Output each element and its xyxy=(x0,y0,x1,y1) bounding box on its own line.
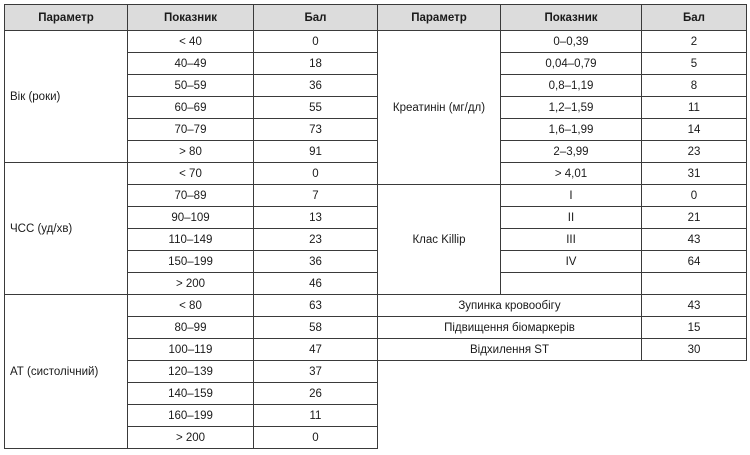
indicator-cell: 70–89 xyxy=(128,185,254,207)
indicator-cell: < 80 xyxy=(128,295,254,317)
header-indicator-right: Показник xyxy=(501,5,642,31)
indicator-cell: II xyxy=(501,207,642,229)
score-cell: 37 xyxy=(254,361,378,383)
score-cell: 0 xyxy=(254,163,378,185)
table-row xyxy=(5,163,747,185)
score-cell: 14 xyxy=(642,119,747,141)
header-param-left: Параметр xyxy=(5,5,128,31)
indicator-cell: 110–149 xyxy=(128,229,254,251)
single-param-cell: Відхилення ST xyxy=(378,339,642,361)
score-cell: 43 xyxy=(642,229,747,251)
table-row xyxy=(5,31,747,53)
indicator-cell: < 40 xyxy=(128,31,254,53)
indicator-cell: < 70 xyxy=(128,163,254,185)
score-cell: 36 xyxy=(254,75,378,97)
score-cell: 13 xyxy=(254,207,378,229)
indicator-cell: 90–109 xyxy=(128,207,254,229)
header-row xyxy=(5,5,747,31)
header-indicator-left: Показник xyxy=(128,5,254,31)
param-systolic-bp: АТ (систолічний) xyxy=(5,295,128,449)
score-cell xyxy=(642,273,747,295)
indicator-cell: 2–3,99 xyxy=(501,141,642,163)
indicator-cell: 140–159 xyxy=(128,383,254,405)
indicator-cell: 0,04–0,79 xyxy=(501,53,642,75)
score-cell: 91 xyxy=(254,141,378,163)
score-cell: 36 xyxy=(254,251,378,273)
score-cell: 55 xyxy=(254,97,378,119)
indicator-cell: 0,8–1,19 xyxy=(501,75,642,97)
grace-score-table xyxy=(4,4,747,449)
indicator-cell: 60–69 xyxy=(128,97,254,119)
indicator-cell: 80–99 xyxy=(128,317,254,339)
score-cell: 18 xyxy=(254,53,378,75)
single-param-cell: Зупинка кровообігу xyxy=(378,295,642,317)
score-cell: 26 xyxy=(254,383,378,405)
table-row xyxy=(5,295,747,317)
score-cell: 23 xyxy=(254,229,378,251)
param-age: Вік (роки) xyxy=(5,31,128,163)
indicator-cell: 160–199 xyxy=(128,405,254,427)
header-score-right: Бал xyxy=(642,5,747,31)
indicator-cell: > 80 xyxy=(128,141,254,163)
score-cell: 30 xyxy=(642,339,747,361)
score-cell: 21 xyxy=(642,207,747,229)
indicator-cell: 150–199 xyxy=(128,251,254,273)
indicator-cell: > 200 xyxy=(128,427,254,449)
score-cell: 2 xyxy=(642,31,747,53)
score-cell: 15 xyxy=(642,317,747,339)
indicator-cell: > 4,01 xyxy=(501,163,642,185)
indicator-cell: III xyxy=(501,229,642,251)
indicator-cell: IV xyxy=(501,251,642,273)
score-cell: 58 xyxy=(254,317,378,339)
indicator-cell xyxy=(501,273,642,295)
score-cell: 7 xyxy=(254,185,378,207)
indicator-cell: 0–0,39 xyxy=(501,31,642,53)
empty-area xyxy=(378,361,747,449)
indicator-cell: > 200 xyxy=(128,273,254,295)
header-param-right: Параметр xyxy=(378,5,501,31)
indicator-cell: I xyxy=(501,185,642,207)
param-killip: Клас Killip xyxy=(378,185,501,295)
score-cell: 11 xyxy=(254,405,378,427)
score-cell: 23 xyxy=(642,141,747,163)
indicator-cell: 1,2–1,59 xyxy=(501,97,642,119)
score-cell: 0 xyxy=(254,427,378,449)
indicator-cell: 1,6–1,99 xyxy=(501,119,642,141)
indicator-cell: 100–119 xyxy=(128,339,254,361)
score-cell: 73 xyxy=(254,119,378,141)
indicator-cell: 120–139 xyxy=(128,361,254,383)
param-creatinine: Креатинін (мг/дл) xyxy=(378,31,501,185)
indicator-cell: 70–79 xyxy=(128,119,254,141)
score-cell: 63 xyxy=(254,295,378,317)
score-cell: 5 xyxy=(642,53,747,75)
indicator-cell: 40–49 xyxy=(128,53,254,75)
score-cell: 8 xyxy=(642,75,747,97)
score-cell: 11 xyxy=(642,97,747,119)
score-cell: 43 xyxy=(642,295,747,317)
score-cell: 0 xyxy=(642,185,747,207)
score-cell: 0 xyxy=(254,31,378,53)
score-cell: 47 xyxy=(254,339,378,361)
indicator-cell: 50–59 xyxy=(128,75,254,97)
single-param-cell: Підвищення біомаркерів xyxy=(378,317,642,339)
header-score-left: Бал xyxy=(254,5,378,31)
param-heart-rate: ЧСС (уд/хв) xyxy=(5,163,128,295)
score-cell: 64 xyxy=(642,251,747,273)
score-cell: 46 xyxy=(254,273,378,295)
score-cell: 31 xyxy=(642,163,747,185)
